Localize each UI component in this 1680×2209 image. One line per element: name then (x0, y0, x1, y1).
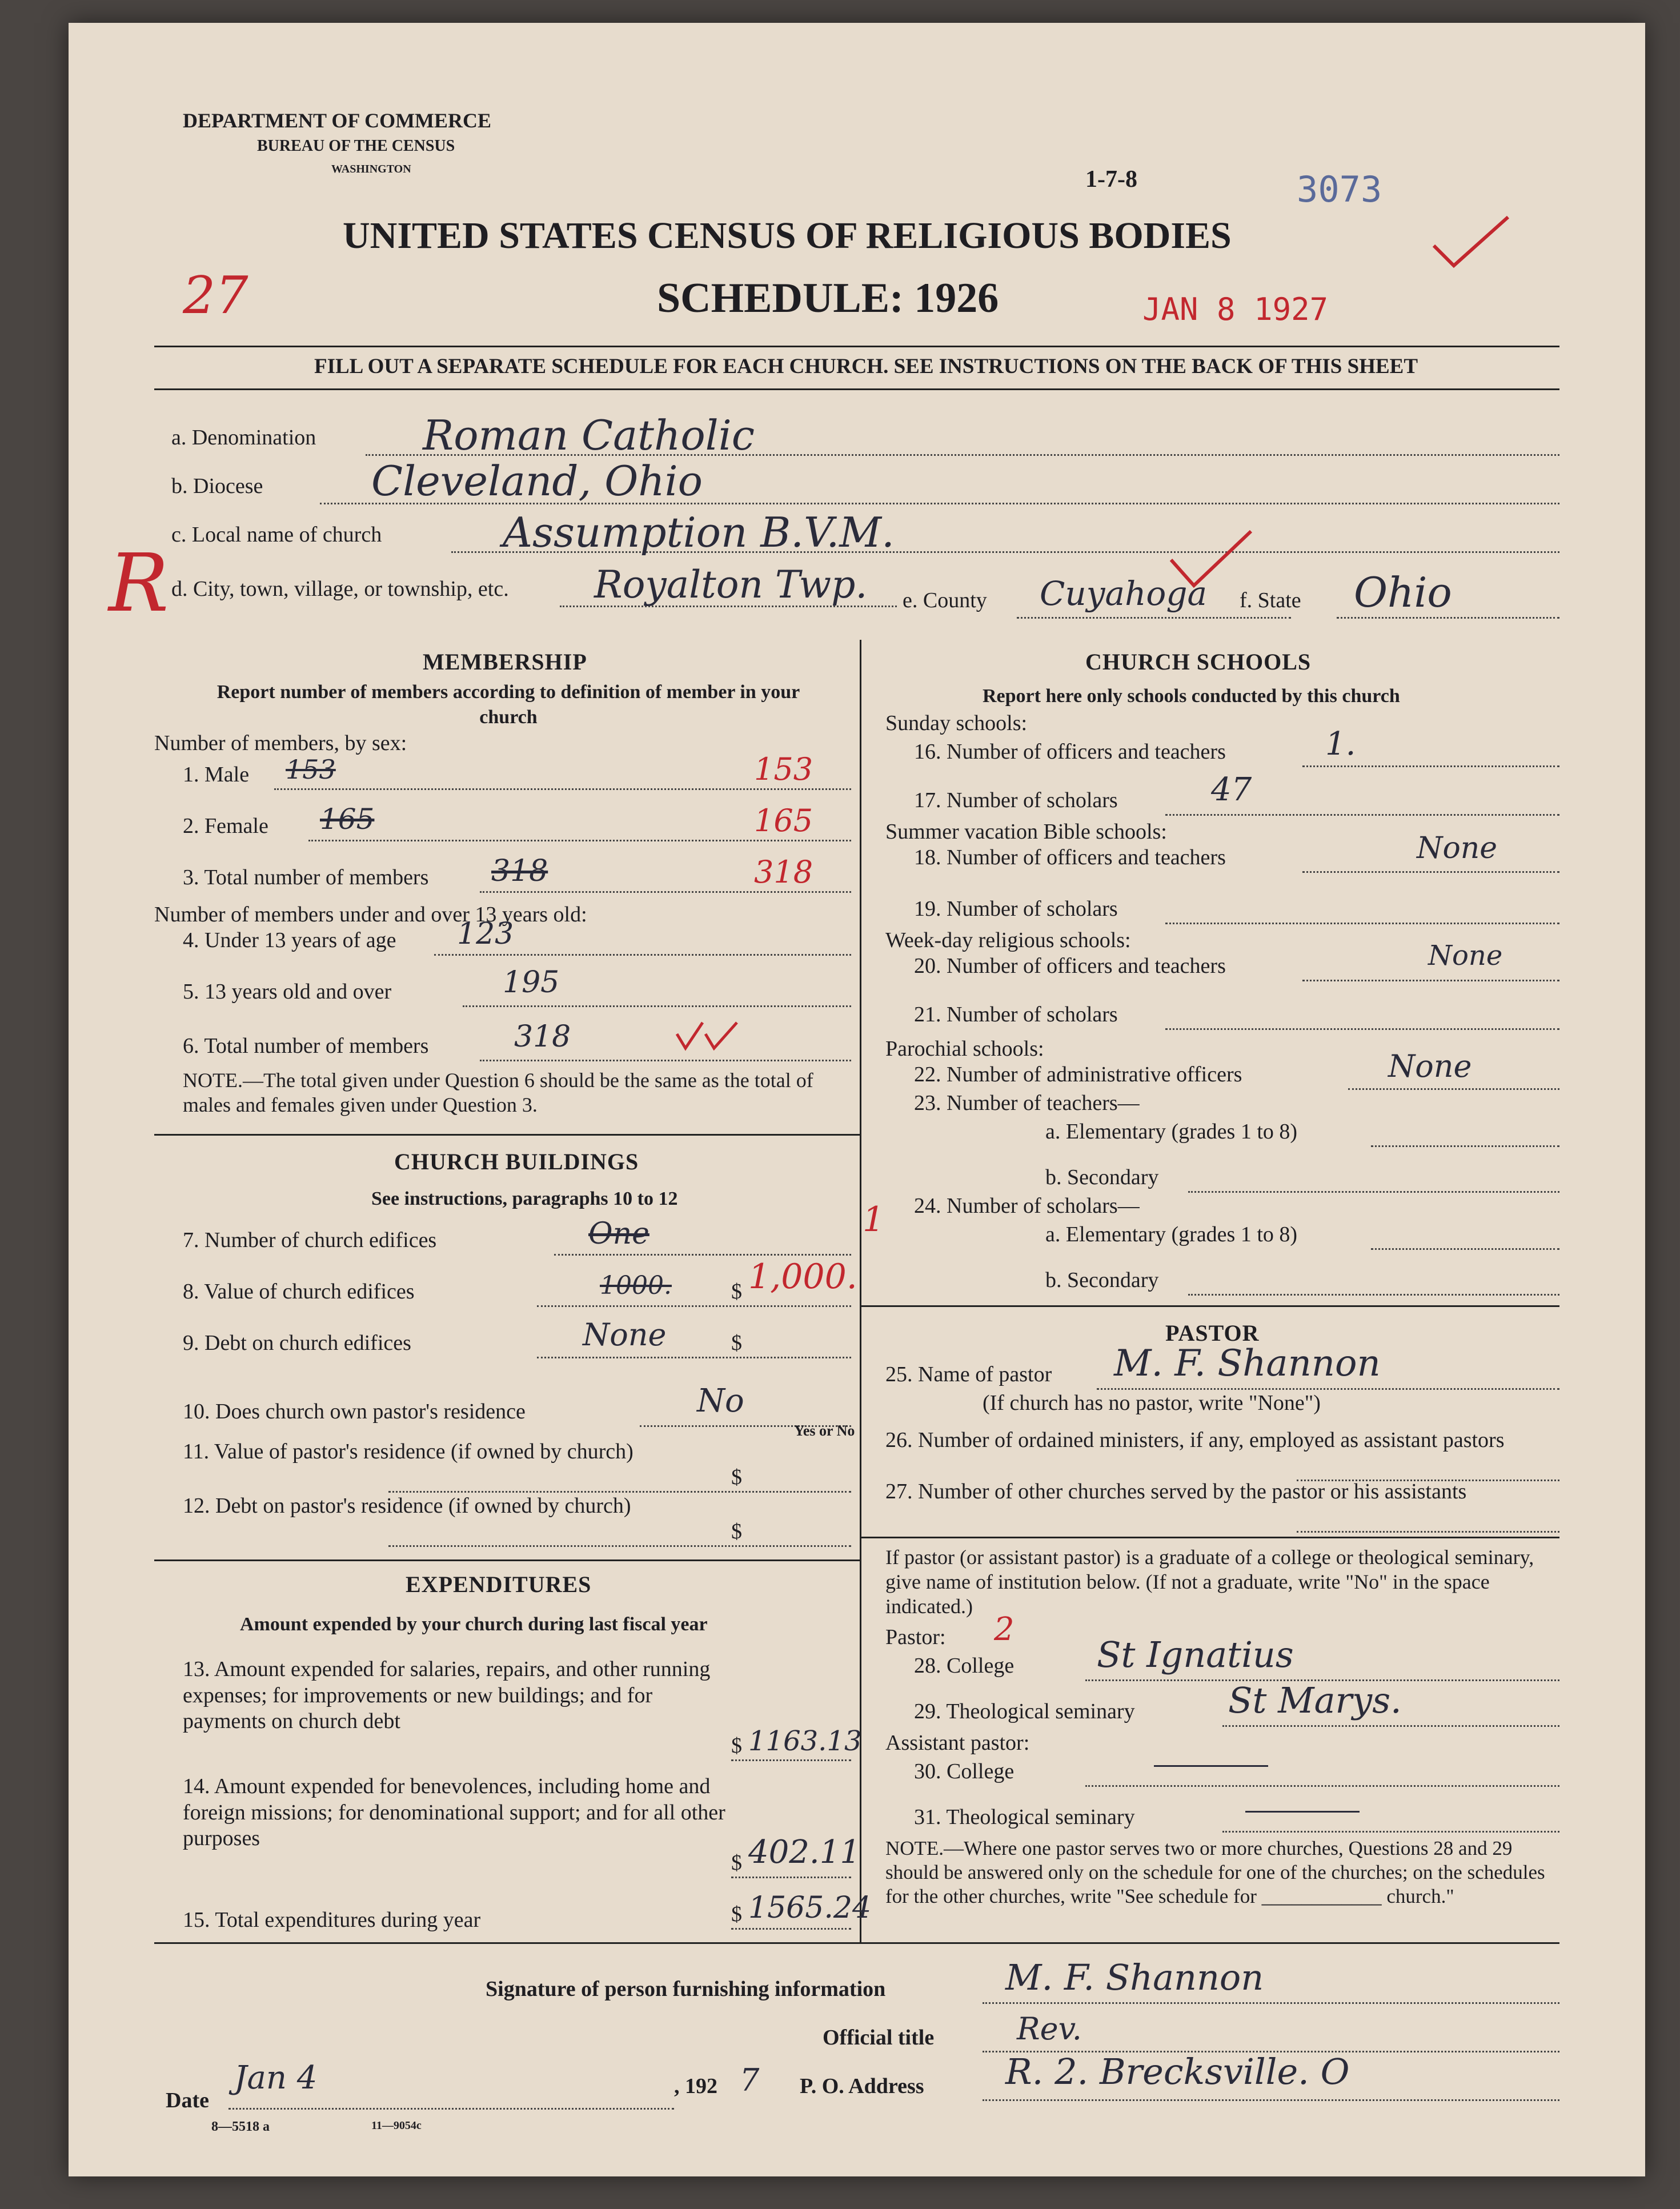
q13-label: 13. Amount expended for salaries, repairs, and other running expenses; for improvements or new buildings; and for payments on church debt (183, 1657, 711, 1734)
q2-red-value: 165 (754, 803, 813, 839)
q6-value: 318 (514, 1020, 571, 1054)
q12-dollar: $ (731, 1520, 742, 1544)
q2-label: 2. Female (183, 814, 268, 838)
state-value: Ohio (1354, 568, 1452, 616)
instructions-banner: FILL OUT A SEPARATE SCHEDULE FOR EACH CHURCH. SEE INSTRUCTIONS ON THE BACK OF THIS SHEET (314, 355, 1418, 378)
received-date-stamp: JAN 8 1927 (1142, 291, 1329, 327)
q5-value: 195 (503, 965, 560, 1000)
expenditures-title: EXPENDITURES (406, 1571, 592, 1597)
schedule-number: 3073 (1297, 169, 1382, 210)
q4-label: 4. Under 13 years of age (183, 928, 396, 952)
q7-red-value: 1 (863, 1200, 885, 1240)
city-label: d. City, town, village, or township, etc. (171, 577, 509, 601)
q4-value: 123 (457, 917, 514, 951)
q16-label: 16. Number of officers and teachers (914, 740, 1226, 764)
summer-schools-label: Summer vacation Bible schools: (885, 820, 1167, 844)
form-title: UNITED STATES CENSUS OF RELIGIOUS BODIES (343, 215, 1232, 256)
q8-red-value: 1,000. (748, 1257, 857, 1297)
q1-red-value: 153 (754, 751, 813, 787)
q22-value: None (1388, 1048, 1472, 1084)
expenditures-sub: Amount expended by your church during last fiscal year (240, 1614, 708, 1635)
membership-intro: Report number of members according to definition of member in your church (216, 681, 800, 728)
po-address-label: P. O. Address (800, 2074, 924, 2098)
q13-dollar: $ (731, 1734, 742, 1758)
q1-label: 1. Male (183, 763, 250, 787)
year-value: 7 (740, 2062, 760, 2098)
bureau-label: BUREAU OF THE CENSUS (257, 137, 455, 155)
pastor-title: PASTOR (1165, 1320, 1260, 1346)
diocese-label: b. Diocese (171, 474, 263, 498)
q14-value: 402.11 (748, 1834, 860, 1871)
pastor-note: NOTE.—Where one pastor serves two or more churches, Questions 28 and 29 should be answered only on the schedule for one of the churches; on the schedules for the other churches, write "See schedule for ____________ church." (885, 1837, 1545, 1907)
buildings-sub: See instructions, paragraphs 10 to 12 (371, 1188, 678, 1209)
q8-label: 8. Value of church edifices (183, 1280, 415, 1304)
members-by-age-label: Number of members under and over 13 years old: (154, 903, 587, 927)
q1-value: 153 (286, 754, 336, 785)
denomination-label: a. Denomination (171, 426, 316, 450)
q24-label: 24. Number of scholars— (914, 1194, 1140, 1218)
q11-dollar: $ (731, 1465, 742, 1489)
census-schedule-sheet (69, 23, 1645, 2176)
q12-label: 12. Debt on pastor's residence (if owned by church) (183, 1494, 631, 1518)
date-value: Jan 4 (234, 2059, 318, 2096)
form-code: 1-7-8 (1085, 166, 1137, 193)
membership-note: NOTE.—The total given under Question 6 should be the same as the total of males and females given under Question 3. (183, 1069, 813, 1117)
q26-label: 26. Number of ordained ministers, if any, employed as assistant pastors (885, 1428, 1505, 1452)
q10-value: No (697, 1382, 744, 1420)
church-name-value: Assumption B.V.M. (503, 508, 895, 556)
red-double-check-icon (674, 1017, 743, 1057)
q28-value: St Ignatius (1097, 1634, 1294, 1675)
q14-dollar: $ (731, 1851, 742, 1875)
q17-value: 47 (1211, 771, 1252, 808)
official-title-label: Official title (823, 2026, 935, 2050)
membership-title: MEMBERSHIP (423, 649, 587, 675)
q5-label: 5. 13 years old and over (183, 980, 392, 1004)
pastor-red-mark: 2 (994, 1611, 1015, 1648)
q14-label: 14. Amount expended for benevolences, including home and foreign missions; for denominational support; and for all other purposes (183, 1774, 725, 1851)
q24b-label: b. Secondary (1045, 1268, 1159, 1292)
q21-label: 21. Number of scholars (914, 1003, 1118, 1027)
q29-value: St Marys. (1228, 1679, 1402, 1721)
department-label: DEPARTMENT OF COMMERCE (183, 109, 492, 132)
q25-label: 25. Name of pastor (885, 1362, 1052, 1386)
q8-value: 1000. (600, 1271, 672, 1300)
q6-label: 6. Total number of members (183, 1034, 429, 1058)
q8-dollar: $ (731, 1280, 742, 1304)
buildings-title: CHURCH BUILDINGS (394, 1149, 639, 1174)
q9-label: 9. Debt on church edifices (183, 1331, 411, 1355)
q29-label: 29. Theological seminary (914, 1699, 1135, 1723)
q25-value: M. F. Shannon (1114, 1342, 1381, 1385)
q19-label: 19. Number of scholars (914, 897, 1118, 921)
q13-value: 1163.13 (748, 1725, 862, 1757)
weekday-schools-label: Week-day religious schools: (885, 928, 1131, 952)
yes-no-hint: Yes or No (794, 1422, 855, 1439)
q24a-label: a. Elementary (grades 1 to 8) (1045, 1222, 1298, 1246)
city-label: WASHINGTON (331, 163, 411, 175)
form-number: 8—5518 a (211, 2119, 270, 2134)
pastor-sublabel: Pastor: (885, 1625, 946, 1649)
red-mark-r: R (109, 537, 169, 630)
q25-note: (If church has no pastor, write "None") (983, 1391, 1321, 1415)
q16-value: 1. (1325, 725, 1356, 763)
q15-dollar: $ (731, 1902, 742, 1926)
denomination-value: Roman Catholic (423, 411, 755, 459)
q3-label: 3. Total number of members (183, 865, 429, 889)
graduate-note: If pastor (or assistant pastor) is a graduate of a college or theological seminary, give name of institution below. (If not a graduate, write "No" in the space indicated.) (885, 1546, 1534, 1618)
date-label: Date (166, 2088, 209, 2112)
q3-value: 318 (491, 854, 548, 888)
q17-label: 17. Number of scholars (914, 788, 1118, 812)
q27-label: 27. Number of other churches served by the pastor or his assistants (885, 1480, 1467, 1504)
red-mark-27: 27 (183, 266, 248, 326)
signature-label: Signature of person furnishing information (486, 1977, 886, 2001)
signature-value: M. F. Shannon (1005, 1957, 1264, 1998)
county-label: e. County (903, 588, 987, 612)
church-name-label: c. Local name of church (171, 523, 382, 547)
sunday-schools-label: Sunday schools: (885, 711, 1028, 735)
state-label: f. State (1240, 588, 1301, 612)
schools-intro: Report here only schools conducted by this church (983, 685, 1400, 707)
q15-label: 15. Total expenditures during year (183, 1908, 481, 1932)
schools-title: CHURCH SCHOOLS (1085, 649, 1312, 675)
q18-label: 18. Number of officers and teachers (914, 845, 1226, 869)
diocese-value: Cleveland, Ohio (371, 457, 703, 505)
q10-label: 10. Does church own pastor's residence (183, 1400, 526, 1424)
q23-label: 23. Number of teachers— (914, 1091, 1140, 1115)
q30-label: 30. College (914, 1759, 1015, 1783)
q20-label: 20. Number of officers and teachers (914, 954, 1226, 978)
q31-label: 31. Theological seminary (914, 1805, 1135, 1829)
q23b-label: b. Secondary (1045, 1165, 1159, 1189)
po-address-value: R. 2. Brecksville. O (1005, 2051, 1350, 2092)
q28-label: 28. College (914, 1654, 1015, 1678)
q9-value: None (583, 1317, 667, 1353)
q7-label: 7. Number of church edifices (183, 1228, 437, 1252)
q3-red-value: 318 (754, 854, 813, 890)
assistant-pastor-sublabel: Assistant pastor: (885, 1731, 1030, 1755)
schedule-year: SCHEDULE: 1926 (657, 275, 999, 322)
members-by-sex-label: Number of members, by sex: (154, 731, 407, 755)
year-prefix: , 192 (674, 2074, 717, 2098)
parochial-schools-label: Parochial schools: (885, 1037, 1044, 1061)
q7-value: One (588, 1217, 649, 1251)
q18-value: None (1417, 831, 1498, 865)
q22-label: 22. Number of administrative officers (914, 1063, 1242, 1087)
q11-label: 11. Value of pastor's residence (if owned by church) (183, 1440, 633, 1464)
q2-value: 165 (320, 803, 375, 836)
county-value: Cuyahoga (1040, 574, 1208, 613)
city-value: Royalton Twp. (594, 563, 868, 607)
red-check-icon (1428, 211, 1514, 274)
print-code: 11—9054c (371, 2119, 422, 2132)
q15-value: 1565.24 (748, 1891, 872, 1925)
q20-value: None (1428, 940, 1503, 972)
q23a-label: a. Elementary (grades 1 to 8) (1045, 1120, 1298, 1144)
q9-dollar: $ (731, 1331, 742, 1355)
official-title-value: Rev. (1017, 2011, 1082, 2047)
